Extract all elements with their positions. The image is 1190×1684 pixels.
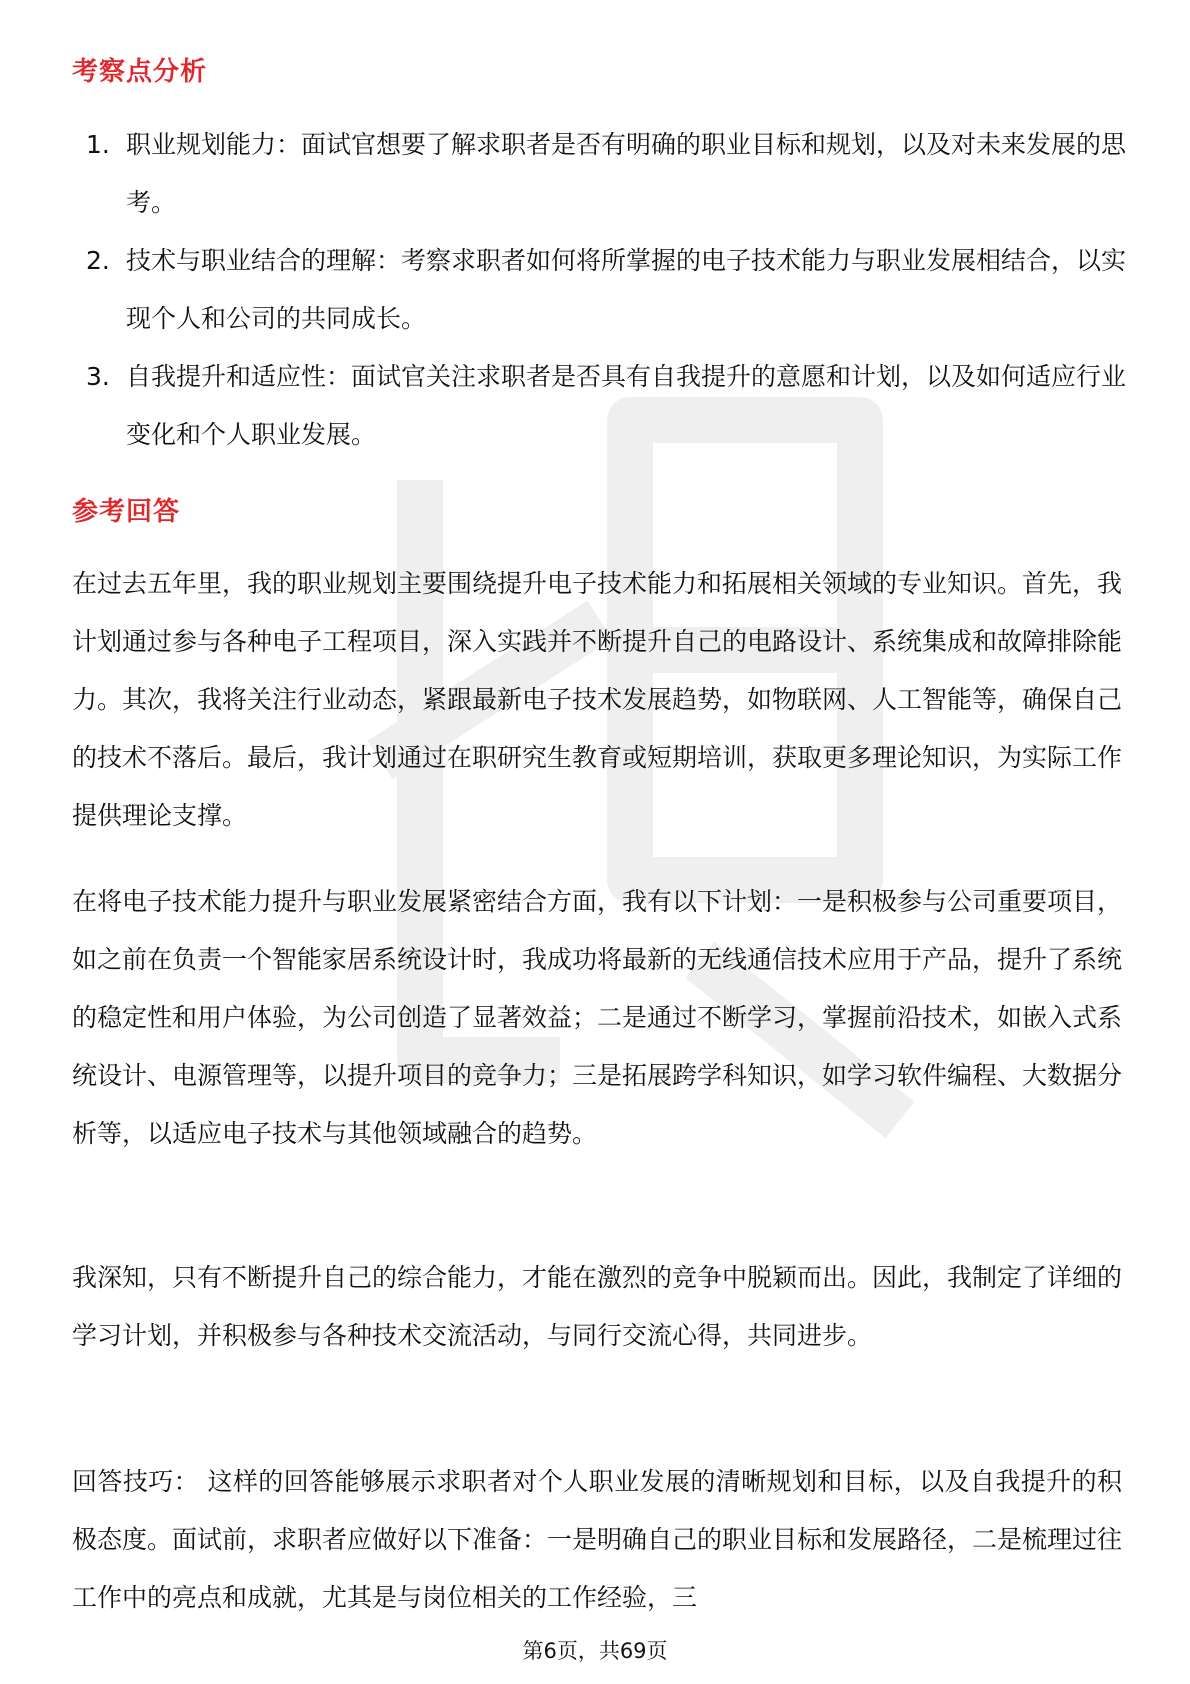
list-item-text: 职业规划能力：面试官想要了解求职者是否有明确的职业目标和规划，以及对未来发展的思考。 bbox=[126, 130, 1127, 217]
list-item-text: 自我提升和适应性：面试官关注求职者是否具有自我提升的意愿和计划，以及如何适应行业变化和个人职业发展。 bbox=[126, 362, 1127, 449]
list-item bbox=[86, 116, 1126, 232]
answer-paragraph: 我深知，只有不断提升自己的综合能力，才能在激烈的竞争中脱颖而出。因此，我制定了详细的学习计划，并积极参与各种技术交流活动，与同行交流心得，共同进步。 bbox=[72, 1263, 1123, 1350]
page-number: 第6页，共69页 bbox=[522, 1639, 668, 1663]
answer-heading: 参考回答 bbox=[72, 497, 181, 527]
list-item bbox=[86, 232, 1126, 348]
analysis-list bbox=[86, 116, 1126, 464]
list-number: 2. bbox=[86, 246, 110, 275]
analysis-heading: 考察点分析 bbox=[72, 57, 208, 87]
tips-paragraph: 回答技巧： 这样的回答能够展示求职者对个人职业发展的清晰规划和目标，以及自我提升的积极态度。面试前，求职者应做好以下准备：一是明确自己的职业目标和发展路径，二是梳理过往工作中的亮点和成就，尤其是与岗位相关的工作经验，三 bbox=[72, 1467, 1123, 1612]
answer-paragraph: 在将电子技术能力提升与职业发展紧密结合方面，我有以下计划：一是积极参与公司重要项目，如之前在负责一个智能家居系统设计时，我成功将最新的无线通信技术应用于产品，提升了系统的稳定性和用户体验，为公司创造了显著效益；二是通过不断学习，掌握前沿技术，如嵌入式系统设计、电源管理等，以提升项目的竞争力；三是拓展跨学科知识，如学习软件编程、大数据分析等，以适应电子技术与其他领域融合的趋势。 bbox=[72, 887, 1123, 1148]
list-item-text: 技术与职业结合的理解：考察求职者如何将所掌握的电子技术能力与职业发展相结合，以实现个人和公司的共同成长。 bbox=[126, 246, 1127, 333]
list-item bbox=[86, 348, 1126, 464]
list-number: 1. bbox=[86, 130, 110, 159]
list-number: 3. bbox=[86, 362, 110, 391]
answer-paragraph: 在过去五年里，我的职业规划主要围绕提升电子技术能力和拓展相关领域的专业知识。首先，我计划通过参与各种电子工程项目，深入实践并不断提升自己的电路设计、系统集成和故障排除能力。其次，我将关注行业动态，紧跟最新电子技术发展趋势，如物联网、人工智能等，确保自己的技术不落后。最后，我计划通过在职研究生教育或短期培训，获取更多理论知识，为实际工作提供理论支撑。 bbox=[72, 569, 1123, 830]
